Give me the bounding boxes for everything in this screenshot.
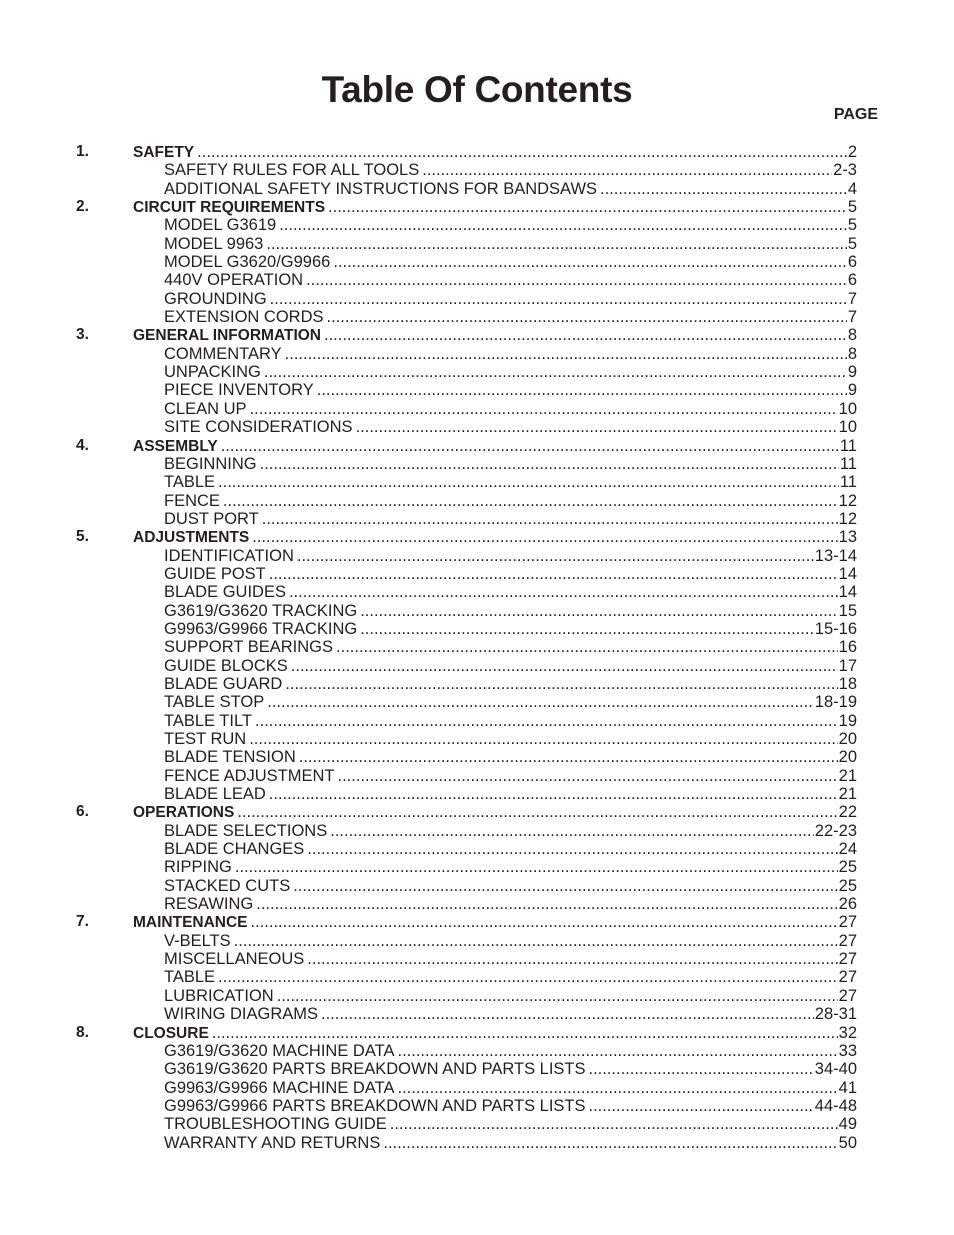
section-title: GENERAL INFORMATION xyxy=(133,327,322,345)
item-entry xyxy=(164,950,857,968)
toc-item-row[interactable] xyxy=(0,583,954,601)
toc-item-row[interactable] xyxy=(0,748,954,766)
item-page-number: 5 xyxy=(847,216,857,235)
page-title: Table Of Contents xyxy=(321,69,633,110)
item-entry xyxy=(164,602,857,620)
dot-leader xyxy=(383,1134,837,1152)
toc-item-row[interactable] xyxy=(0,290,954,308)
item-label: RESAWING xyxy=(164,895,254,914)
dot-leader xyxy=(270,290,847,308)
toc-item-row[interactable] xyxy=(0,216,954,234)
item-label: V-BELTS xyxy=(164,931,231,950)
toc-section-row[interactable] xyxy=(0,143,954,161)
dot-leader xyxy=(285,675,837,693)
item-entry xyxy=(164,180,857,198)
toc-item-row[interactable] xyxy=(0,400,954,418)
item-label: CLEAN UP xyxy=(164,399,247,418)
dot-leader xyxy=(330,822,814,840)
toc-item-row[interactable] xyxy=(0,455,954,473)
item-page-number: 15 xyxy=(838,601,857,620)
item-page-number: 11 xyxy=(839,473,857,492)
item-entry xyxy=(164,253,857,271)
dot-leader xyxy=(256,895,837,913)
section-number: 5. xyxy=(76,528,89,546)
item-entry xyxy=(164,455,857,473)
page-column-label: PAGE xyxy=(833,106,878,123)
dot-leader xyxy=(251,913,838,931)
item-page-number: 13-14 xyxy=(814,546,857,565)
toc-item-row[interactable] xyxy=(0,235,954,253)
item-entry xyxy=(164,492,857,510)
item-page-number: 10 xyxy=(838,399,857,418)
dot-leader xyxy=(327,308,847,326)
item-entry xyxy=(164,932,857,950)
dot-leader xyxy=(291,657,838,675)
item-label: SITE CONSIDERATIONS xyxy=(164,418,353,437)
item-page-number: 14 xyxy=(838,583,857,602)
section-page-number: 11 xyxy=(839,436,857,455)
section-entry xyxy=(133,528,857,547)
dot-leader xyxy=(223,492,838,510)
section-page-number: 2 xyxy=(847,143,857,161)
item-label: LUBRICATION xyxy=(164,986,274,1005)
dot-leader xyxy=(249,730,837,748)
dot-leader xyxy=(252,528,837,546)
item-entry xyxy=(164,1134,857,1152)
item-page-number: 25 xyxy=(838,876,857,895)
toc-item-row[interactable] xyxy=(0,253,954,271)
item-entry xyxy=(164,345,857,363)
item-label: BLADE LEAD xyxy=(164,785,266,804)
item-entry xyxy=(164,987,857,1005)
item-label: STACKED CUTS xyxy=(164,876,291,895)
dot-leader xyxy=(324,326,847,344)
item-entry xyxy=(164,785,857,803)
dot-leader xyxy=(299,748,838,766)
item-page-number: 18-19 xyxy=(814,693,857,712)
item-page-number: 18 xyxy=(838,674,857,693)
item-label: FENCE xyxy=(164,491,220,510)
item-label: MODEL G3620/G9966 xyxy=(164,253,331,272)
toc-item-row[interactable] xyxy=(0,1060,954,1078)
section-page-number: 22 xyxy=(838,803,857,822)
toc-item-row[interactable] xyxy=(0,712,954,730)
item-page-number: 41 xyxy=(838,1078,857,1097)
section-title: ADJUSTMENTS xyxy=(133,529,250,547)
item-page-number: 12 xyxy=(838,491,857,510)
dot-leader xyxy=(333,253,846,271)
item-entry xyxy=(164,712,857,730)
toc-section-row[interactable] xyxy=(0,913,954,931)
section-number: 6. xyxy=(76,803,89,821)
section-number: 1. xyxy=(76,143,89,160)
toc-item-row[interactable] xyxy=(0,1134,954,1152)
item-label: G3619/G3620 MACHINE DATA xyxy=(164,1041,395,1060)
dot-leader xyxy=(338,767,838,785)
dot-leader xyxy=(289,583,838,601)
item-page-number: 24 xyxy=(838,840,857,859)
toc-item-row[interactable] xyxy=(0,840,954,858)
item-label: BLADE CHANGES xyxy=(164,840,305,859)
toc-section-row[interactable] xyxy=(0,437,954,455)
item-label: G9963/G9966 TRACKING xyxy=(164,619,358,638)
item-label: PIECE INVENTORY xyxy=(164,381,314,400)
section-entry xyxy=(133,913,857,932)
toc-item-row[interactable] xyxy=(0,492,954,510)
toc-item-row[interactable] xyxy=(0,1005,954,1023)
dot-leader xyxy=(360,602,837,620)
dot-leader xyxy=(260,455,839,473)
toc-item-row[interactable] xyxy=(0,950,954,968)
dot-leader xyxy=(356,418,838,436)
dot-leader xyxy=(397,1079,837,1097)
item-label: BLADE GUIDES xyxy=(164,583,286,602)
toc-item-row[interactable] xyxy=(0,1042,954,1060)
item-entry xyxy=(164,638,857,656)
item-label: WARRANTY AND RETURNS xyxy=(164,1133,381,1152)
section-page-number: 8 xyxy=(847,326,857,345)
item-label: TABLE STOP xyxy=(164,693,265,712)
item-label: BLADE TENSION xyxy=(164,748,296,767)
item-label: RIPPING xyxy=(164,858,232,877)
dot-leader xyxy=(279,216,847,234)
toc-item-row[interactable] xyxy=(0,547,954,565)
item-label: GROUNDING xyxy=(164,289,267,308)
item-entry xyxy=(164,400,857,418)
dot-leader xyxy=(397,1042,837,1060)
item-entry xyxy=(164,620,857,638)
item-label: TROUBLESHOOTING GUIDE xyxy=(164,1115,387,1134)
toc-item-row[interactable] xyxy=(0,785,954,803)
dot-leader xyxy=(328,198,847,216)
toc-item-row[interactable] xyxy=(0,730,954,748)
toc-item-row[interactable] xyxy=(0,638,954,656)
toc-item-row[interactable] xyxy=(0,620,954,638)
dot-leader xyxy=(293,877,837,895)
toc-item-row[interactable] xyxy=(0,180,954,198)
item-entry xyxy=(164,840,857,858)
item-entry xyxy=(164,161,857,179)
item-entry xyxy=(164,1079,857,1097)
section-entry xyxy=(133,198,857,217)
dot-leader xyxy=(600,180,847,198)
toc-item-row[interactable] xyxy=(0,381,954,399)
toc-item-row[interactable] xyxy=(0,510,954,528)
item-page-number: 9 xyxy=(847,363,857,382)
toc-section-row[interactable] xyxy=(0,1024,954,1042)
toc-item-row[interactable] xyxy=(0,271,954,289)
item-label: G3619/G3620 TRACKING xyxy=(164,601,358,620)
dot-leader xyxy=(218,968,838,986)
toc-item-row[interactable] xyxy=(0,473,954,491)
item-page-number: 11 xyxy=(839,454,857,473)
item-label: ADDITIONAL SAFETY INSTRUCTIONS FOR BANDSAWS xyxy=(164,179,598,198)
dot-leader xyxy=(360,620,814,638)
dot-leader xyxy=(266,235,846,253)
dot-leader xyxy=(277,987,838,1005)
toc-item-row[interactable] xyxy=(0,822,954,840)
section-page-number: 27 xyxy=(838,913,857,932)
toc-item-row[interactable] xyxy=(0,565,954,583)
dot-leader xyxy=(235,858,838,876)
item-label: GUIDE BLOCKS xyxy=(164,656,288,675)
item-entry xyxy=(164,748,857,766)
item-entry xyxy=(164,473,857,491)
item-page-number: 27 xyxy=(838,986,857,1005)
item-entry xyxy=(164,1097,857,1115)
item-entry xyxy=(164,308,857,326)
dot-leader xyxy=(267,693,814,711)
item-label: EXTENSION CORDS xyxy=(164,308,324,327)
item-page-number: 6 xyxy=(847,253,857,272)
item-label: COMMENTARY xyxy=(164,344,282,363)
item-label: G9963/G9966 PARTS BREAKDOWN AND PARTS LISTS xyxy=(164,1096,586,1115)
item-page-number: 12 xyxy=(838,509,857,528)
item-entry xyxy=(164,290,857,308)
dot-leader xyxy=(589,1060,814,1078)
dot-leader xyxy=(306,271,847,289)
item-page-number: 7 xyxy=(847,308,857,327)
toc-item-row[interactable] xyxy=(0,1115,954,1133)
item-label: DUST PORT xyxy=(164,509,259,528)
toc-item-row[interactable] xyxy=(0,418,954,436)
item-page-number: 2-3 xyxy=(833,161,857,180)
item-entry xyxy=(164,583,857,601)
section-page-number: 13 xyxy=(838,528,857,547)
dot-leader xyxy=(317,381,847,399)
item-page-number: 14 xyxy=(838,564,857,583)
dot-leader xyxy=(307,950,837,968)
section-entry xyxy=(133,1024,857,1043)
section-title: OPERATIONS xyxy=(133,804,235,822)
item-page-number: 19 xyxy=(838,711,857,730)
toc-section-row[interactable] xyxy=(0,326,954,344)
toc-item-row[interactable] xyxy=(0,895,954,913)
dot-leader xyxy=(218,473,839,491)
toc-section-row[interactable] xyxy=(0,528,954,546)
dot-leader xyxy=(234,932,838,950)
dot-leader xyxy=(264,363,847,381)
item-entry xyxy=(164,1060,857,1078)
item-entry xyxy=(164,547,857,565)
item-label: SAFETY RULES FOR ALL TOOLS xyxy=(164,161,420,180)
item-entry xyxy=(164,381,857,399)
section-number: 8. xyxy=(76,1023,89,1041)
section-entry xyxy=(133,803,857,822)
item-label: BLADE GUARD xyxy=(164,674,283,693)
item-entry xyxy=(164,693,857,711)
section-entry xyxy=(133,143,857,162)
item-page-number: 7 xyxy=(847,289,857,308)
toc-item-row[interactable] xyxy=(0,693,954,711)
item-page-number: 17 xyxy=(838,656,857,675)
toc-item-row[interactable] xyxy=(0,877,954,895)
toc-item-row[interactable] xyxy=(0,858,954,876)
item-entry xyxy=(164,418,857,436)
dot-leader xyxy=(321,1005,814,1023)
item-page-number: 25 xyxy=(838,858,857,877)
item-page-number: 22-23 xyxy=(814,821,857,840)
dot-leader xyxy=(390,1115,838,1133)
section-page-number: 32 xyxy=(838,1023,857,1042)
item-label: WIRING DIAGRAMS xyxy=(164,1005,319,1024)
toc-item-row[interactable] xyxy=(0,987,954,1005)
section-title: ASSEMBLY xyxy=(133,437,218,455)
dot-leader xyxy=(269,785,838,803)
dot-leader xyxy=(262,510,838,528)
section-entry xyxy=(133,437,857,456)
item-label: TABLE xyxy=(164,968,216,987)
item-entry xyxy=(164,822,857,840)
item-entry xyxy=(164,363,857,381)
dot-leader xyxy=(237,803,837,821)
dot-leader xyxy=(307,840,837,858)
item-page-number: 15-16 xyxy=(814,619,857,638)
item-entry xyxy=(164,271,857,289)
item-entry xyxy=(164,675,857,693)
item-entry xyxy=(164,968,857,986)
item-label: MODEL 9963 xyxy=(164,234,264,253)
item-label: GUIDE POST xyxy=(164,564,266,583)
item-page-number: 10 xyxy=(838,418,857,437)
item-entry xyxy=(164,895,857,913)
item-entry xyxy=(164,767,857,785)
item-page-number: 26 xyxy=(838,895,857,914)
item-entry xyxy=(164,510,857,528)
item-entry xyxy=(164,877,857,895)
item-page-number: 27 xyxy=(838,950,857,969)
toc-item-row[interactable] xyxy=(0,657,954,675)
item-page-number: 16 xyxy=(838,638,857,657)
item-label: MODEL G3619 xyxy=(164,216,277,235)
toc-item-row[interactable] xyxy=(0,767,954,785)
item-page-number: 33 xyxy=(838,1041,857,1060)
toc-item-row[interactable] xyxy=(0,968,954,986)
dot-leader xyxy=(255,712,838,730)
item-label: UNPACKING xyxy=(164,363,261,382)
section-number: 2. xyxy=(76,198,89,216)
item-page-number: 44-48 xyxy=(814,1096,857,1115)
section-number: 3. xyxy=(76,326,89,344)
dot-leader xyxy=(297,547,814,565)
toc-section-row[interactable] xyxy=(0,198,954,216)
item-page-number: 8 xyxy=(847,344,857,363)
item-page-number: 27 xyxy=(838,968,857,987)
item-label: G3619/G3620 PARTS BREAKDOWN AND PARTS LISTS xyxy=(164,1060,586,1079)
item-entry xyxy=(164,1042,857,1060)
toc-item-row[interactable] xyxy=(0,1079,954,1097)
item-entry xyxy=(164,1005,857,1023)
dot-leader xyxy=(269,565,838,583)
item-page-number: 28-31 xyxy=(814,1005,857,1024)
item-page-number: 27 xyxy=(838,931,857,950)
item-page-number: 49 xyxy=(838,1115,857,1134)
toc-item-row[interactable] xyxy=(0,932,954,950)
toc-item-row[interactable] xyxy=(0,308,954,326)
dot-leader xyxy=(221,437,839,455)
item-page-number: 20 xyxy=(838,748,857,767)
dot-leader xyxy=(212,1024,838,1042)
item-page-number: 50 xyxy=(838,1133,857,1152)
item-label: FENCE ADJUSTMENT xyxy=(164,766,335,785)
section-title: SAFETY xyxy=(133,144,195,161)
toc-item-row[interactable] xyxy=(0,602,954,620)
item-page-number: 34-40 xyxy=(814,1060,857,1079)
dot-leader xyxy=(589,1097,814,1115)
item-entry xyxy=(164,657,857,675)
toc-item-row[interactable] xyxy=(0,345,954,363)
toc-list xyxy=(0,143,954,1152)
item-label: BEGINNING xyxy=(164,454,257,473)
item-page-number: 9 xyxy=(847,381,857,400)
item-label: G9963/G9966 MACHINE DATA xyxy=(164,1078,395,1097)
item-page-number: 21 xyxy=(838,766,857,785)
dot-leader xyxy=(422,161,832,179)
item-entry xyxy=(164,565,857,583)
item-entry xyxy=(164,216,857,234)
section-title: CLOSURE xyxy=(133,1024,209,1042)
dot-leader xyxy=(197,143,847,161)
item-entry xyxy=(164,730,857,748)
section-number: 7. xyxy=(76,913,89,931)
item-label: BLADE SELECTIONS xyxy=(164,821,328,840)
item-label: 440V OPERATION xyxy=(164,271,304,290)
item-page-number: 6 xyxy=(847,271,857,290)
item-page-number: 4 xyxy=(847,179,857,198)
toc-item-row[interactable] xyxy=(0,675,954,693)
item-entry xyxy=(164,858,857,876)
section-title: CIRCUIT REQUIREMENTS xyxy=(133,199,326,217)
section-number: 4. xyxy=(76,436,89,454)
section-entry xyxy=(133,326,857,345)
dot-leader xyxy=(336,638,838,656)
section-page-number: 5 xyxy=(847,198,857,217)
item-label: MISCELLANEOUS xyxy=(164,950,305,969)
item-entry xyxy=(164,1115,857,1133)
item-label: IDENTIFICATION xyxy=(164,546,294,565)
item-entry xyxy=(164,235,857,253)
dot-leader xyxy=(285,345,847,363)
item-page-number: 5 xyxy=(847,234,857,253)
section-title: MAINTENANCE xyxy=(133,914,248,932)
toc-item-row[interactable] xyxy=(0,1097,954,1115)
item-label: SUPPORT BEARINGS xyxy=(164,638,334,657)
item-label: TABLE TILT xyxy=(164,711,253,730)
item-page-number: 20 xyxy=(838,730,857,748)
toc-item-row[interactable] xyxy=(0,161,954,179)
dot-leader xyxy=(250,400,838,418)
toc-item-row[interactable] xyxy=(0,363,954,381)
toc-section-row[interactable] xyxy=(0,803,954,821)
item-label: TEST RUN xyxy=(164,730,247,748)
item-page-number: 21 xyxy=(838,785,857,804)
item-label: TABLE xyxy=(164,473,216,492)
